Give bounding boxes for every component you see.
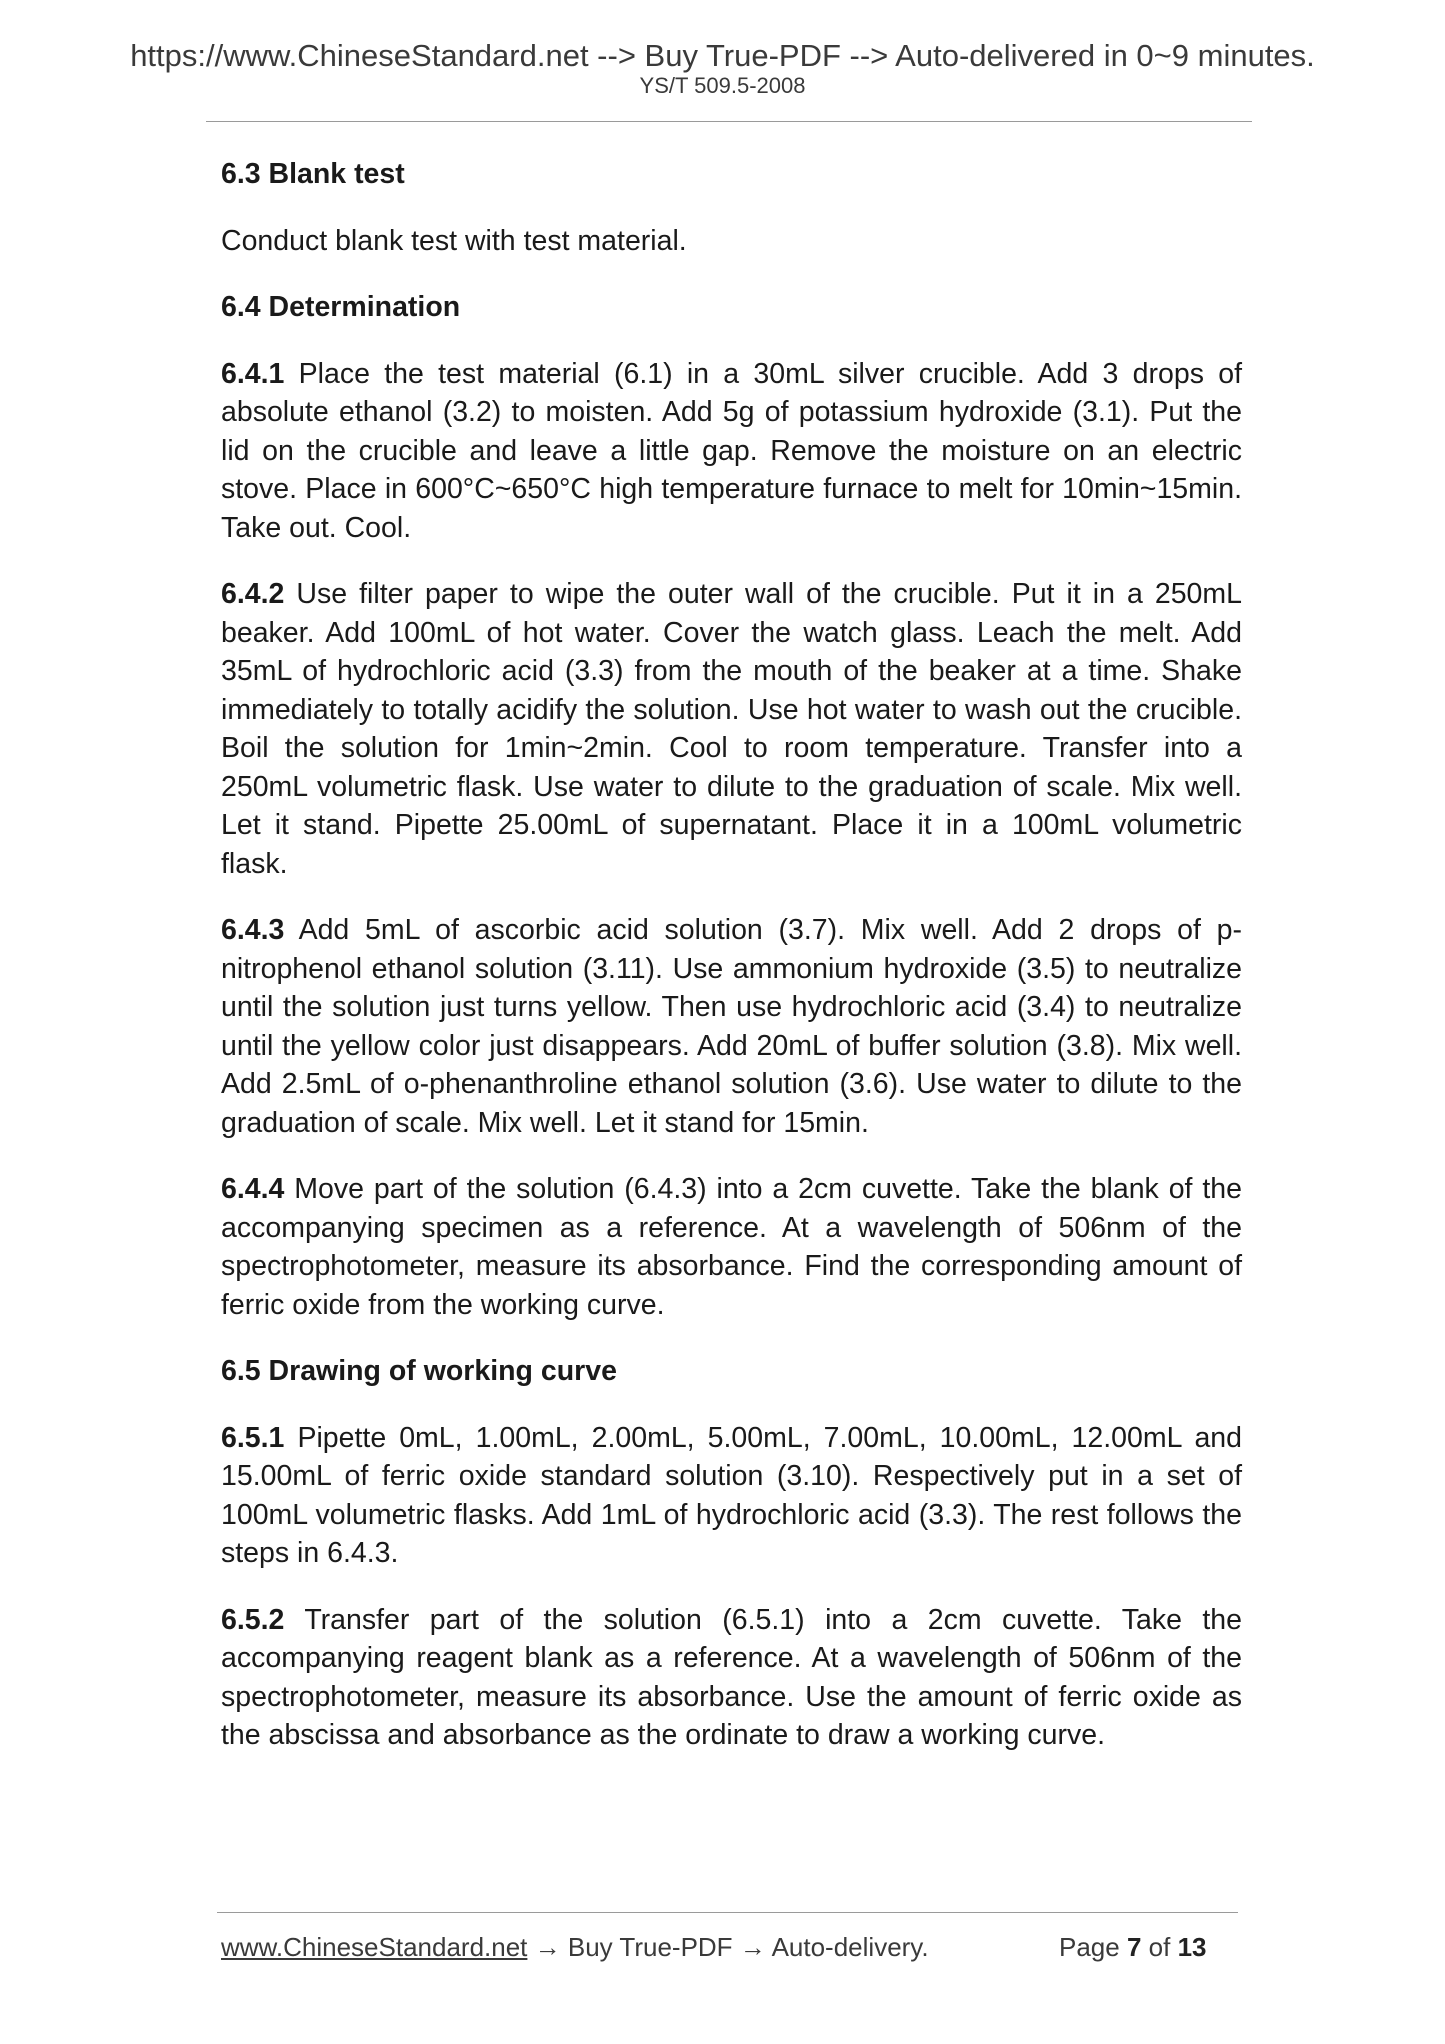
clause-6-4-3 [221,911,1242,1142]
clause-6-4-1 [221,355,1242,548]
clause-text: Add 5mL of ascorbic acid solution (3.7). Mix well. Add 2 drops of p-nitrophenol ethanol solution (3.11). Use ammonium hydroxide (3.5) to neutralize until the solution just turns yellow. Then use hydrochloric acid (3.4) to neutralize until the yellow color just disappears. Add 20mL of buffer solution (3.8). Mix well. Add 2.5mL of o-phenanthroline ethanol solution (3.6). Use water to dilute to the graduation of scale. Mix well. Let it stand for 15min. [221,914,1242,1139]
clause-text: Place the test material (6.1) in a 30mL silver crucible. Add 3 drops of absolute ethanol (3.2) to moisten. Add 5g of potassium hydroxide (3.1). Put the lid on the crucible and leave a little gap. Remove the moisture on an electric stove. Place in 600°C~650°C high temperature furnace to melt for 10min~15min. Take out. Cool. [221,357,1242,544]
page-of: of [1148,1932,1171,1962]
header-divider [206,121,1252,122]
footer-divider [217,1912,1238,1913]
clause-number: 6.4.2 [221,578,285,610]
page-indicator [1059,1932,1207,1963]
clause-number: 6.4.4 [221,1173,285,1205]
page-label: Page [1059,1932,1120,1962]
heading-6-3: 6.3 Blank test [221,158,405,190]
clause-number: 6.4.3 [221,914,285,946]
header-url-line[interactable]: https://www.ChineseStandard.net --> Buy True-PDF --> Auto-delivered in 0~9 minutes. [130,38,1315,73]
page-current: 7 [1126,1932,1142,1962]
clause-6-5-1 [221,1419,1242,1573]
document-body [221,155,1242,1783]
page-total: 13 [1177,1932,1207,1962]
heading-6-4: 6.4 Determination [221,291,461,323]
paragraph-6-3: Conduct blank test with test material. [221,224,687,257]
clause-6-4-2 [221,575,1242,883]
clause-text: Use filter paper to wipe the outer wall of the crucible. Put it in a 250mL beaker. Add 100mL of hot water. Cover the watch glass. Leach the melt. Add 35mL of hydrochloric acid (3.3) from the mouth of the beaker at a time. Shake immediately to totally acidify the solution. Use hot water to wash out the crucible. Boil the solution for 1min~2min. Cool to room temperature. Transfer into a 250mL volumetric flask. Use water to dilute to the graduation of scale. Mix well. Let it stand. Pipette 25.00mL of supernatant. Place it in a 100mL volumetric flask. [221,578,1242,880]
footer-site-link[interactable]: www.ChineseStandard.net [221,1932,528,1962]
clause-number: 6.4.1 [221,357,285,390]
standard-code: YS/T 509.5-2008 [639,73,806,98]
clause-text: Move part of the solution (6.4.3) into a 2cm cuvette. Take the blank of the accompanying specimen as a reference. At a wavelength of 506nm of the spectrophotometer, measure its absorbance. Find the corresponding amount of ferric oxide from the working curve. [221,1173,1242,1321]
footer-tagline: → Buy True-PDF → Auto-delivery. [527,1932,929,1962]
clause-number: 6.5.1 [221,1421,285,1454]
heading-6-5: 6.5 Drawing of working curve [221,1355,617,1387]
clause-text: Transfer part of the solution (6.5.1) into a 2cm cuvette. Take the accompanying reagent blank as a reference. At a wavelength of 506nm of the spectrophotometer, measure its absorbance. Use the amount of ferric oxide as the abscissa and absorbance as the ordinate to draw a working curve. [221,1603,1242,1751]
clause-6-4-4 [221,1170,1242,1324]
clause-text: Pipette 0mL, 1.00mL, 2.00mL, 5.00mL, 7.00mL, 10.00mL, 12.00mL and 15.00mL of ferric oxide standard solution (3.10). Respectively put in a set of 100mL volumetric flasks. Add 1mL of hydrochloric acid (3.3). The rest follows the steps in 6.4.3. [221,1421,1242,1569]
footer-left [221,1932,929,1963]
clause-6-5-2 [221,1601,1242,1755]
clause-number: 6.5.2 [221,1603,285,1636]
